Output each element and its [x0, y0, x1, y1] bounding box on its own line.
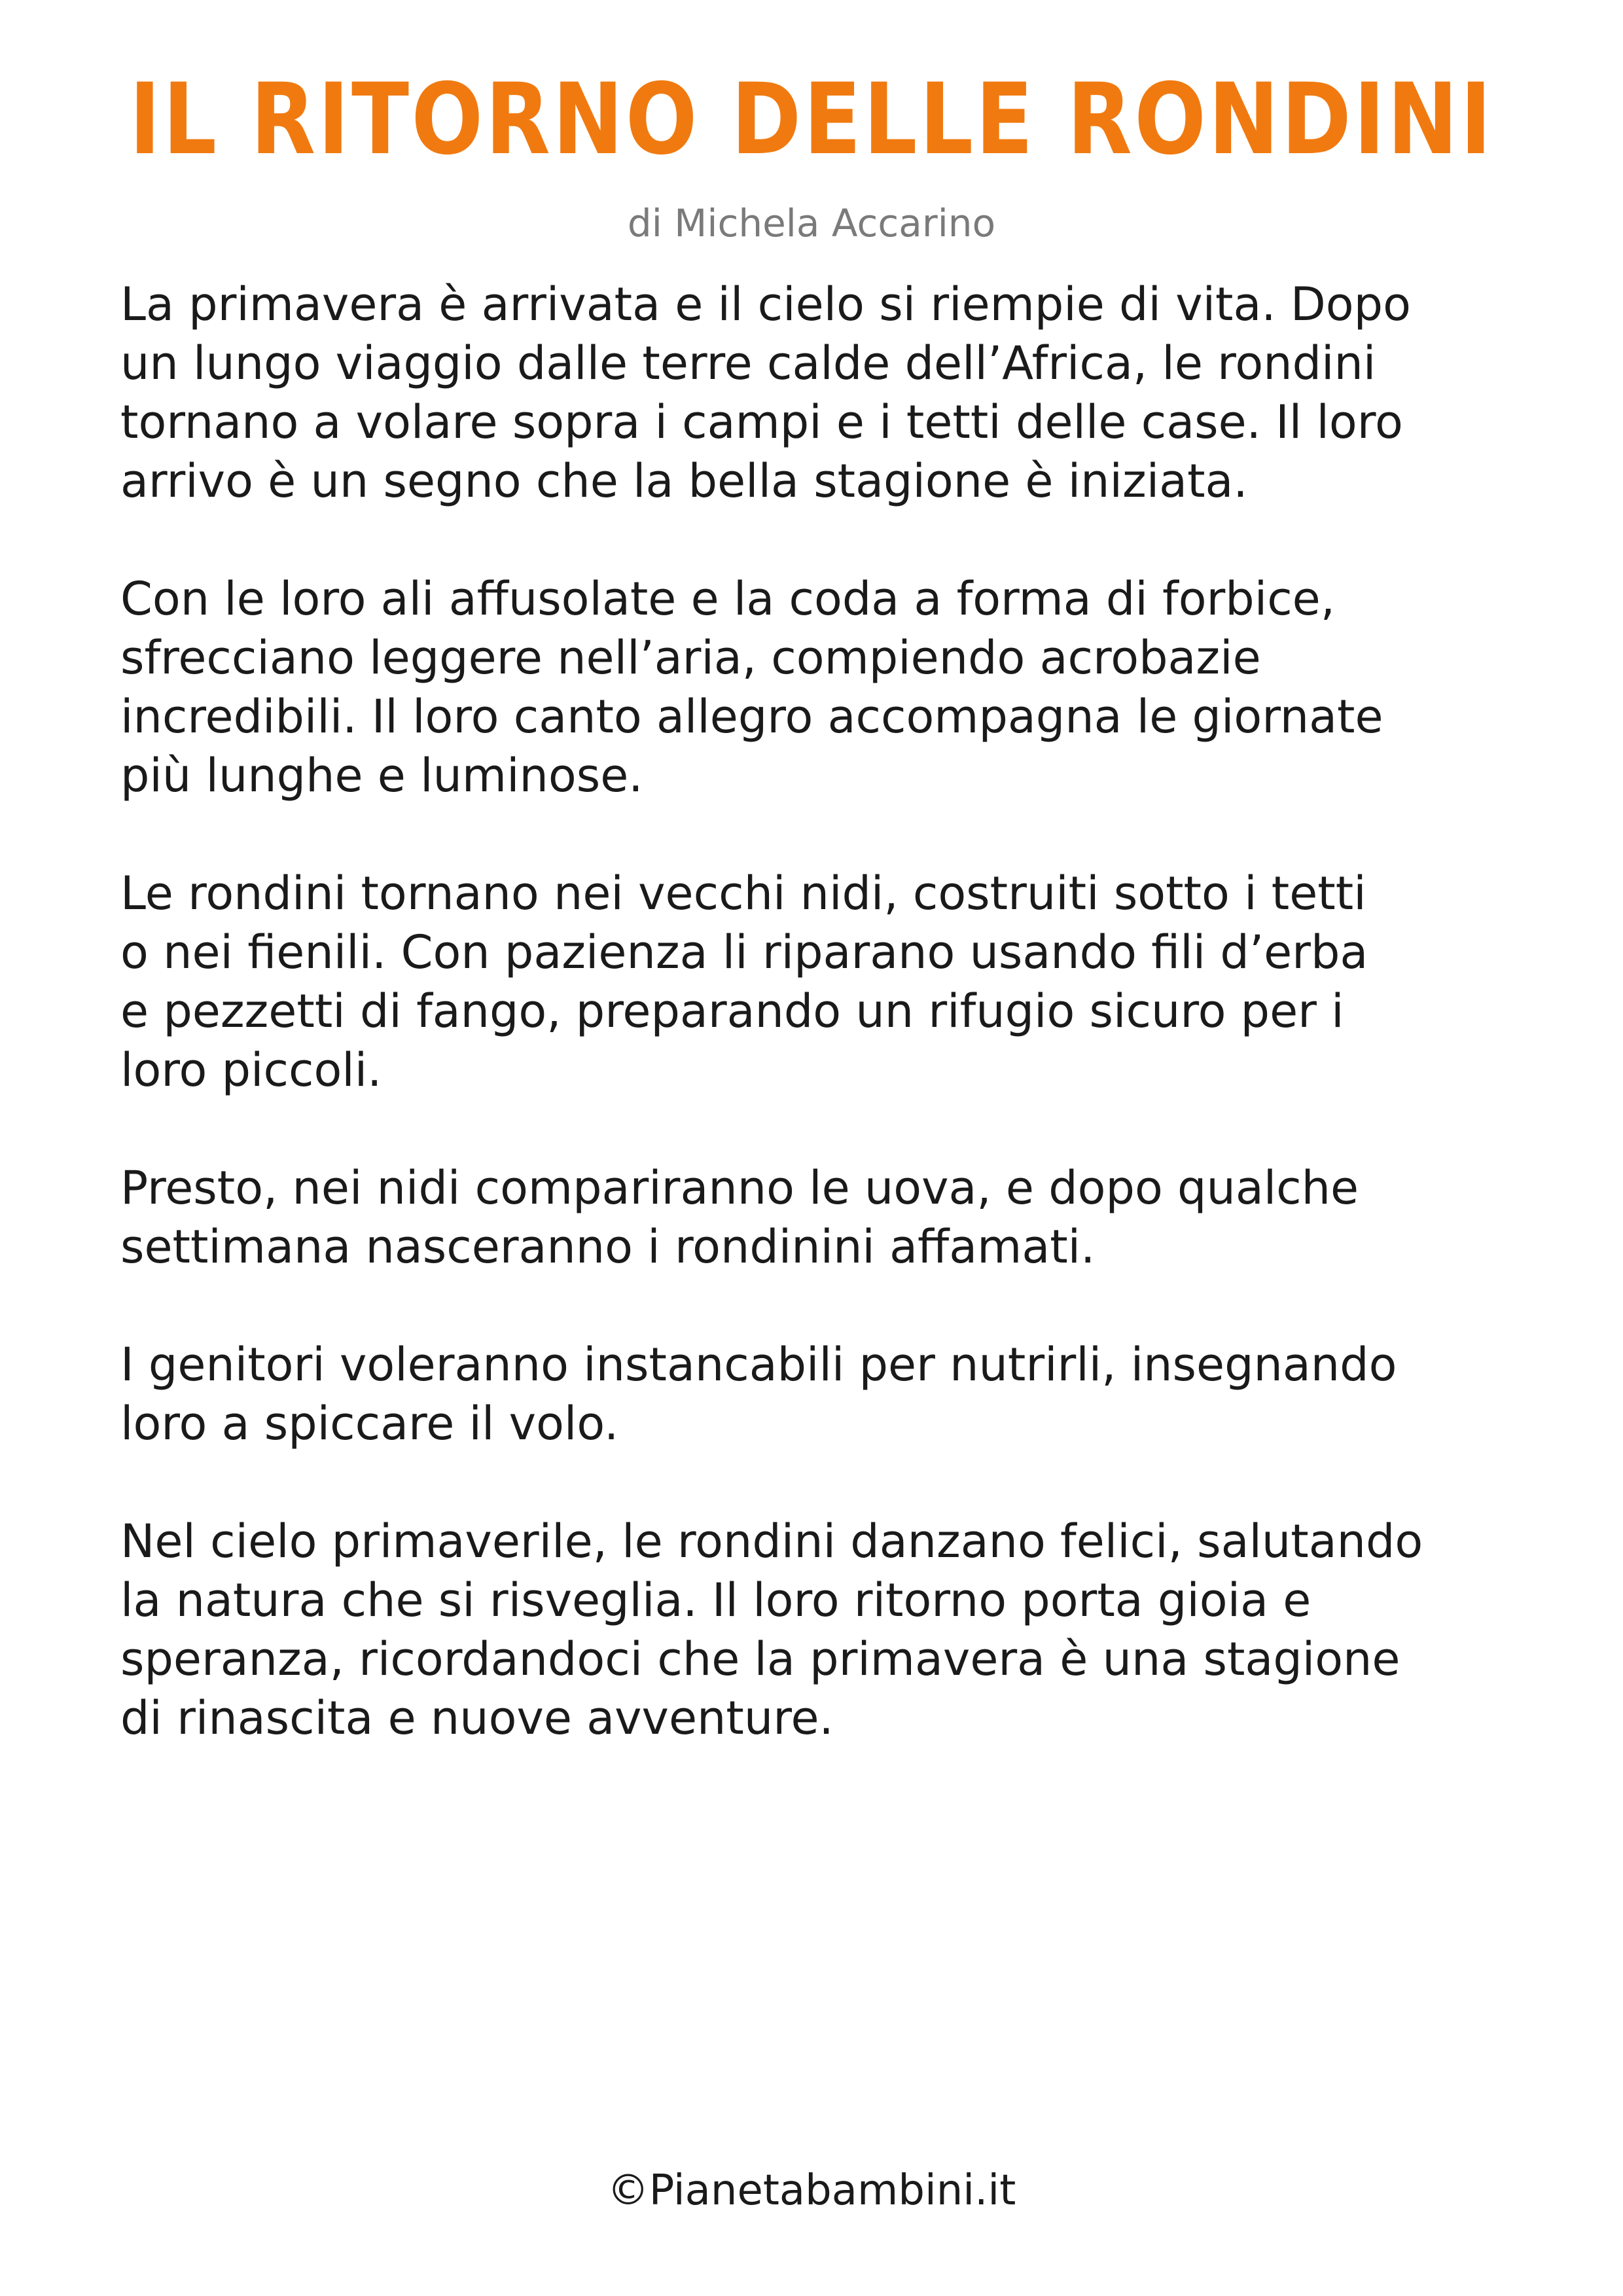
text-line: tornano a volare sopra i campi e i tetti delle case. Il loro [120, 395, 1403, 449]
text-line: loro piccoli. [120, 1043, 382, 1097]
text-line: loro a spiccare il volo. [120, 1397, 619, 1450]
text-line: speranza, ricordandoci che la primavera è una stagione [120, 1632, 1400, 1686]
text-line: settimana nasceranno i rondinini affamati. [120, 1220, 1096, 1274]
text-line: Presto, nei nidi compariranno le uova, e dopo qualche [120, 1161, 1359, 1215]
text-line: e pezzetti di fango, preparando un rifugio sicuro per i [120, 984, 1344, 1038]
paragraph [120, 1158, 1534, 1276]
text-line: I genitori voleranno instancabili per nutrirli, insegnando [120, 1338, 1397, 1391]
paragraph [120, 1512, 1534, 1748]
text-line: arrivo è un segno che la bella stagione è iniziata. [120, 454, 1248, 508]
paragraph [120, 1335, 1534, 1453]
copyright-footer: ©Pianetabambini.it [607, 2166, 1016, 2215]
text-line: Con le loro ali affusolate e la coda a forma di forbice, [120, 572, 1335, 626]
paragraph [120, 864, 1534, 1100]
author-line: di Michela Accarino [627, 201, 996, 245]
paragraph [120, 569, 1534, 805]
text-line: la natura che si risveglia. Il loro ritorno porta gioia e [120, 1573, 1311, 1627]
text-line: sfrecciano leggere nell’aria, compiendo acrobazie [120, 631, 1261, 685]
story-body [120, 275, 1534, 1806]
paragraph [120, 275, 1534, 511]
text-line: Le rondini tornano nei vecchi nidi, costruiti sotto i tetti [120, 867, 1366, 920]
text-line: di rinascita e nuove avventure. [120, 1691, 834, 1745]
text-line: La primavera è arrivata e il cielo si riempie di vita. Dopo [120, 278, 1411, 331]
text-line: incredibili. Il loro canto allegro accompagna le giornate [120, 690, 1383, 744]
text-line: Nel cielo primaverile, le rondini danzano felici, salutando [120, 1515, 1423, 1568]
document-title: IL RITORNO DELLE RONDINI [129, 63, 1494, 177]
text-line: o nei fienili. Con pazienza li riparano usando fili d’erba [120, 925, 1368, 979]
text-line: più lunghe e luminose. [120, 749, 643, 802]
text-line: un lungo viaggio dalle terre calde dell’Africa, le rondini [120, 336, 1376, 390]
